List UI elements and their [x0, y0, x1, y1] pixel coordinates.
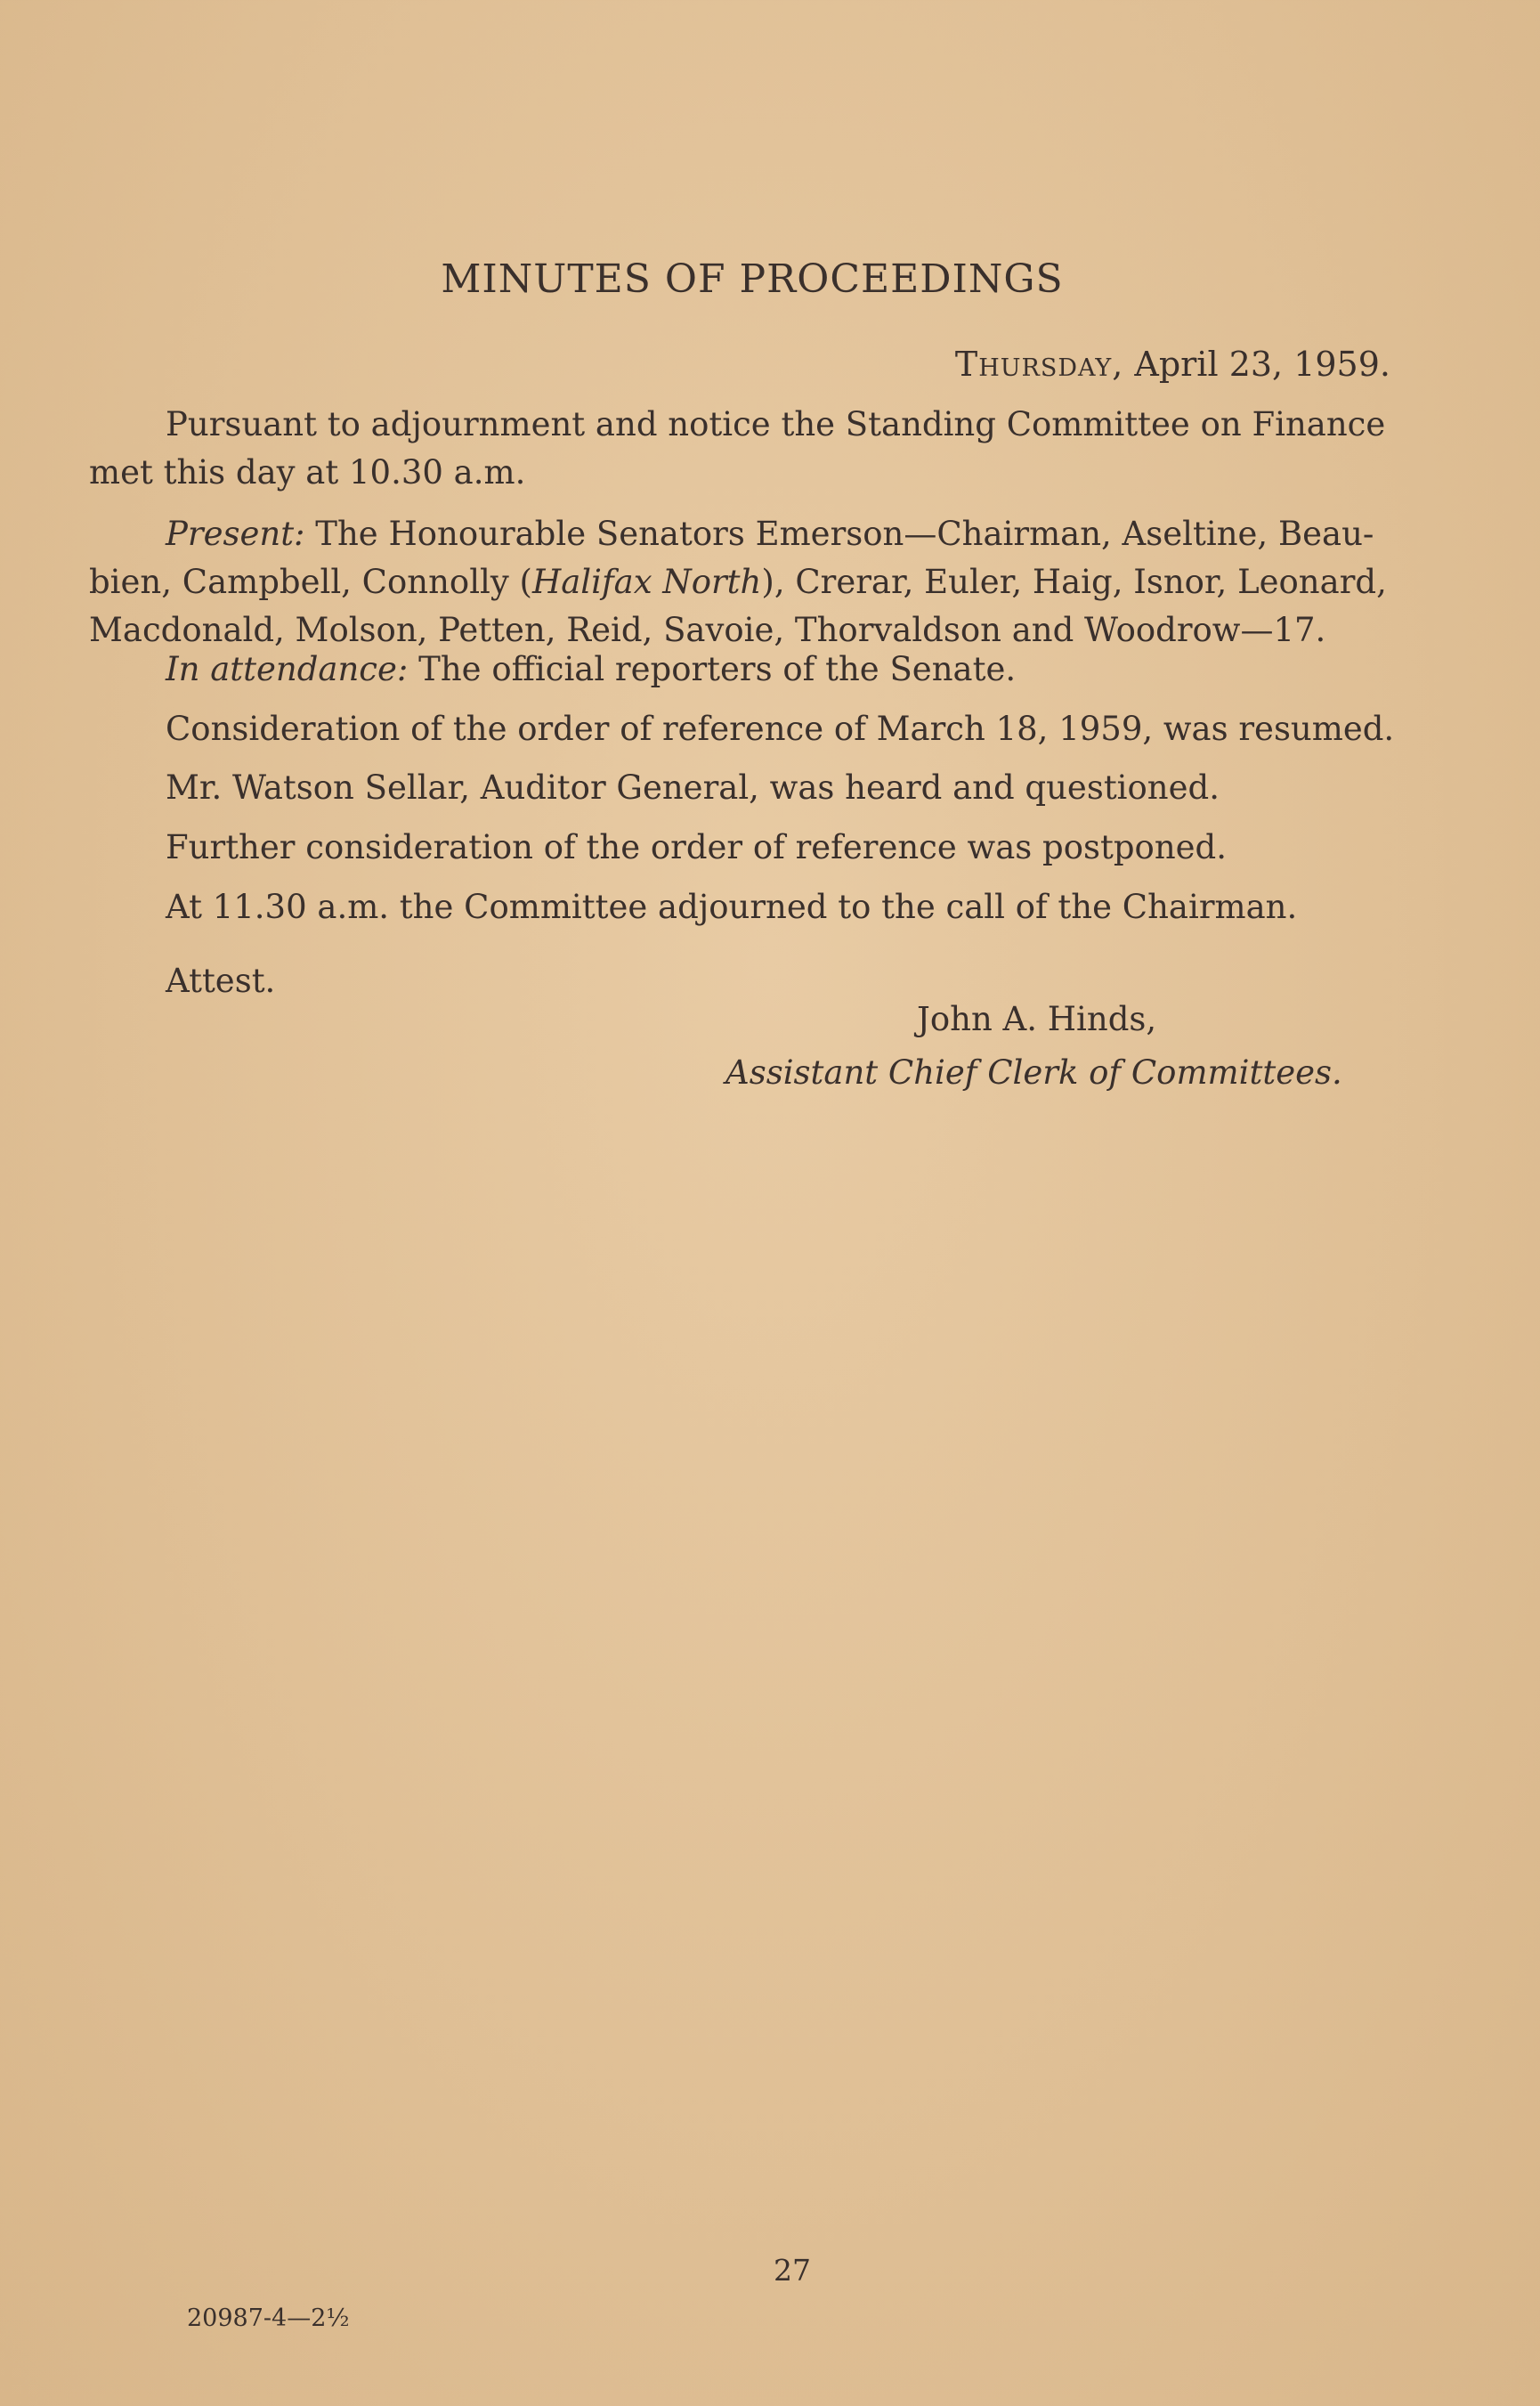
meeting-weekday: Thursday,	[954, 345, 1124, 384]
signature-name: John A. Hinds,	[917, 1000, 1157, 1038]
witness-paragraph: Mr. Watson Sellar, Auditor General, was heard and questioned.	[166, 768, 1220, 807]
attendance-text: The official reporters of the Senate.	[418, 650, 1017, 688]
page-number: 27	[774, 2253, 811, 2288]
adjourned-paragraph: At 11.30 a.m. the Committee adjourned to the call of the Chairman.	[166, 888, 1298, 926]
present-paragraph	[89, 510, 1424, 654]
present-text-b: ), Crerar, Euler, Haig, Isnor, Leonard, Macdonald, Molson, Petten, Reid, Savoie, Thorvaldson and Woodrow—17.	[89, 563, 1387, 649]
meeting-date-rest: April 23, 1959.	[1134, 345, 1390, 384]
page-title: MINUTES OF PROCEEDINGS	[441, 256, 1064, 302]
signature-title: Assistant Chief Clerk of Committees.	[725, 1053, 1342, 1092]
opening-paragraph: Pursuant to adjournment and notice the Standing Committee on Finance met this day at 10.30 a.m.	[89, 405, 1386, 492]
present-label: Present:	[166, 515, 305, 553]
attest-paragraph: Attest.	[166, 962, 276, 1000]
meeting-date	[955, 345, 1390, 384]
attendance-paragraph	[89, 646, 1424, 694]
present-place: Halifax North	[531, 563, 762, 601]
present-text-a: The Honourable Senators Emerson—Chairman, Aseltine, Beau-bien, Campbell, Connolly (	[89, 515, 1374, 601]
attendance-label: In attendance:	[166, 650, 409, 688]
print-code: 20987-4—2½	[187, 2304, 350, 2332]
consideration-paragraph: Consideration of the order of reference of March 18, 1959, was resumed.	[166, 710, 1395, 748]
postponed-paragraph: Further consideration of the order of reference was postponed.	[166, 828, 1227, 866]
